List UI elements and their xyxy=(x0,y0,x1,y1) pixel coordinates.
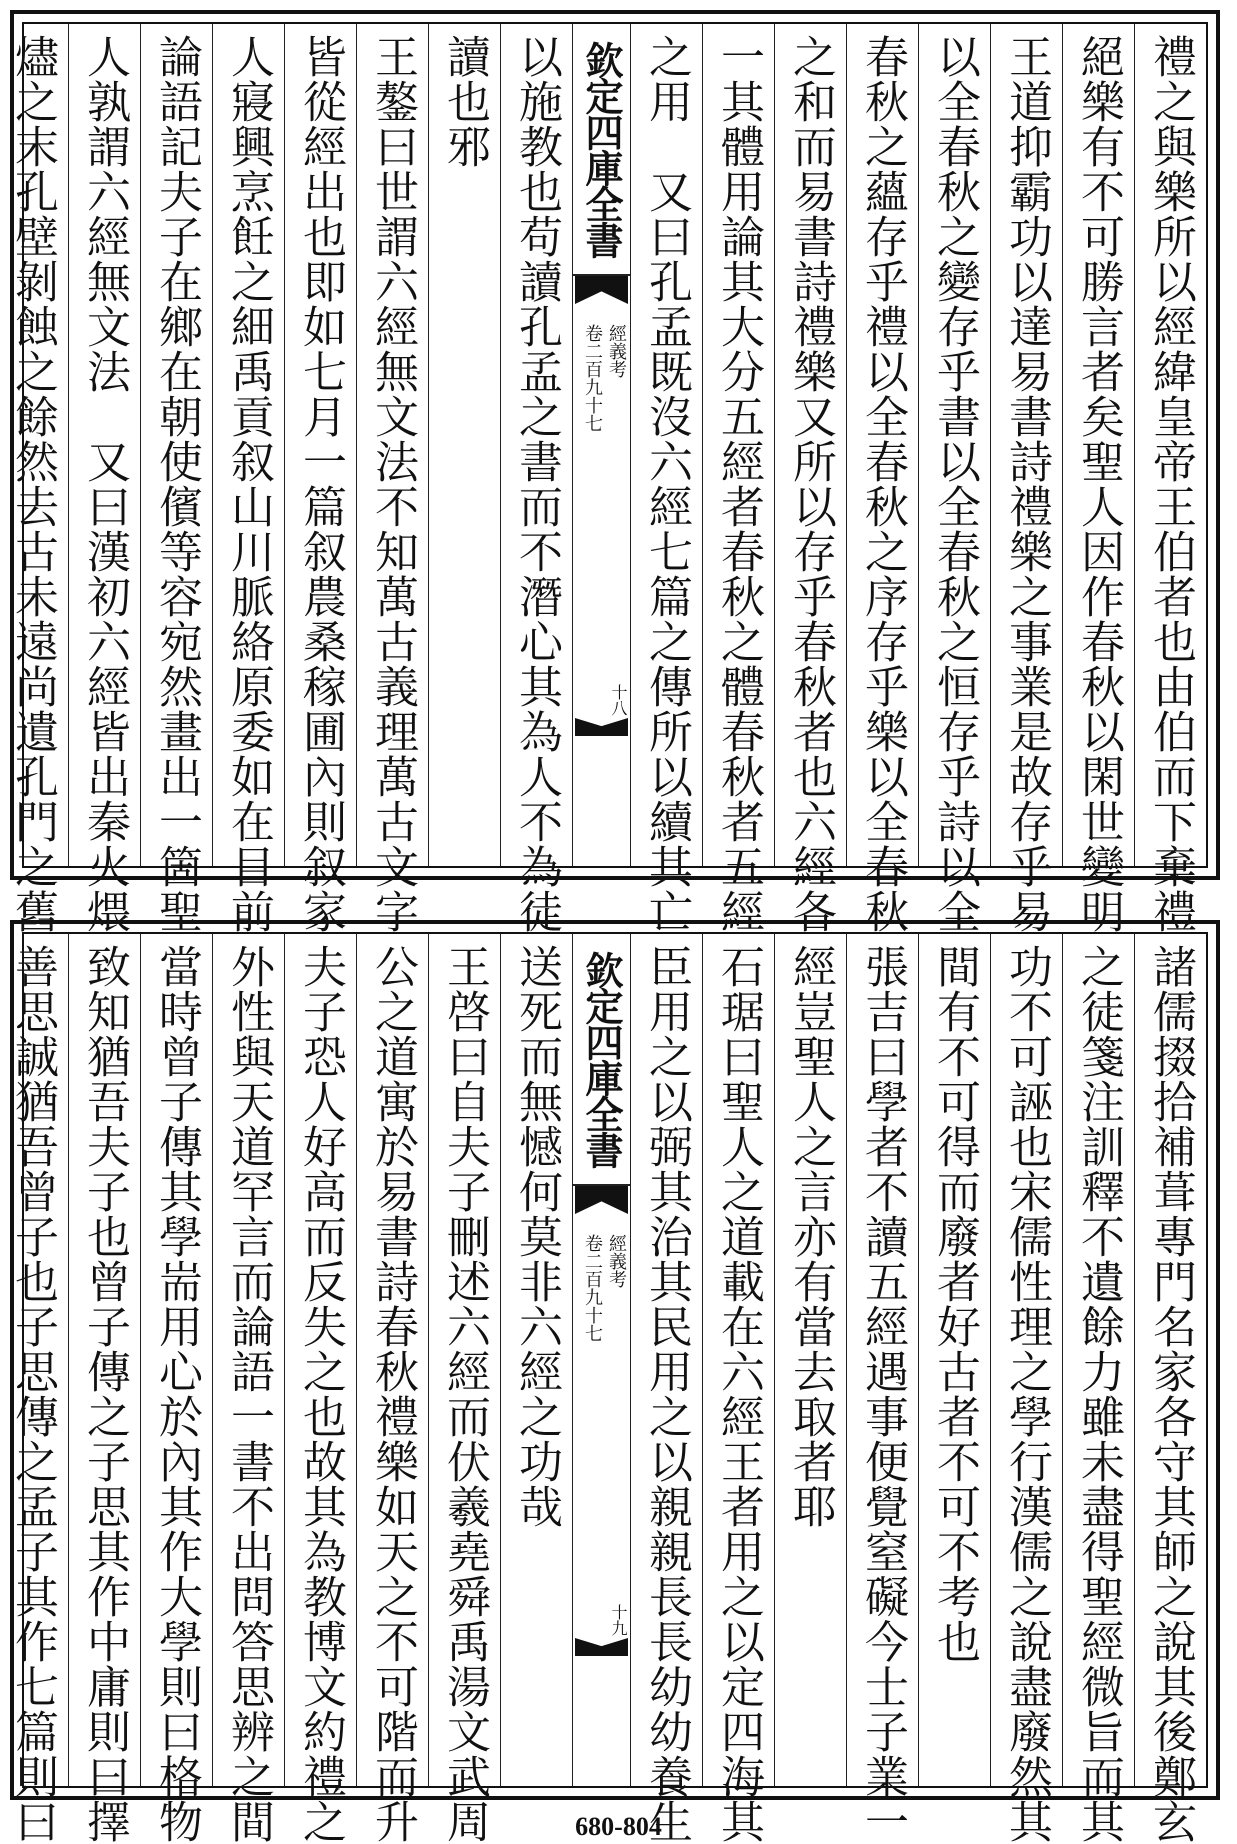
text-column: 王啓曰自夫子刪述六經而伏羲堯舜禹湯文武周 xyxy=(428,934,500,1786)
text-column: 之用 又曰孔孟既沒六經七篇之傳所以續其亡 xyxy=(630,24,702,866)
text-column: 經豈聖人之言亦有當去取者耶 xyxy=(774,934,846,1786)
text-column: 外性與天道罕言而論語一書不出問答思辨之間 xyxy=(212,934,284,1786)
fish-tail-ornament xyxy=(575,1186,628,1214)
text-column: 人孰謂六經無文法 又曰漢初六經皆出秦火煨 xyxy=(68,24,140,866)
fish-tail-ornament xyxy=(575,276,628,304)
text-column: 送死而無憾何莫非六經之功哉 xyxy=(500,934,572,1786)
page-upper xyxy=(7,10,1220,934)
folio-number: 十九 xyxy=(609,1604,628,1636)
text-column: 之徒箋注訓釋不遺餘力雖未盡得聖經微旨而其 xyxy=(1062,934,1134,1786)
text-column: 春秋之蘊存乎禮以全春秋之序存乎樂以全春秋 xyxy=(846,24,918,866)
text-column: 之和而易書詩禮樂又所以存乎春秋者也六經各 xyxy=(774,24,846,866)
text-column: 石琚曰聖人之道載在六經王者用之以定四海其 xyxy=(702,934,774,1786)
text-column: 王鏊曰世謂六經無文法不知萬古義理萬古文字 xyxy=(356,24,428,866)
volume-label: 卷二百九十七 xyxy=(582,1234,603,1342)
text-column: 人寢興烹飪之細禹貢叙山川脈絡原委如在目前 xyxy=(212,24,284,866)
text-column: 以施教也苟讀孔孟之書而不潛心其為人不為徒 xyxy=(500,24,572,866)
text-column: 禮之與樂所以經緯皇帝王伯者也由伯而下棄禮 xyxy=(1134,24,1206,866)
text-column: 夫子恐人好高而反失之也故其為教博文約禮之 xyxy=(284,934,356,1786)
scan-page-code: 680-804 xyxy=(575,1812,662,1841)
fish-tail-bottom-ornament xyxy=(575,718,628,736)
text-column: 公之道寓於易書詩春秋禮樂如天之不可階而升 xyxy=(356,934,428,1786)
text-column: 一其體用論其大分五經者春秋之體春秋者五經 xyxy=(702,24,774,866)
text-column: 致知猶吾夫子也曾子傳之子思其作中庸則曰擇 xyxy=(68,934,140,1786)
banner-title: 欽定四庫全書 xyxy=(573,24,630,276)
text-frame xyxy=(7,22,1208,934)
book-title: 經義考 xyxy=(606,324,627,378)
text-column: 王道抑霸功以達易書詩禮樂之事業是故存乎易 xyxy=(990,24,1062,866)
text-column: 當時曾子傳其學耑用心於內其作大學則曰格物 xyxy=(140,934,212,1786)
text-column: 讀也邪 xyxy=(428,24,500,866)
text-column: 間有不可得而廢者好古者不可不考也 xyxy=(918,934,990,1786)
text-column: 功不可誣也宋儒性理之學行漢儒之說盡廢然其 xyxy=(990,934,1062,1786)
center-banner xyxy=(572,934,630,1786)
text-column: 臣用之以弼其治其民用之以親親長長幼幼養生 xyxy=(630,934,702,1786)
text-column: 張吉曰學者不讀五經遇事便覺窒礙今士子業一 xyxy=(846,934,918,1786)
folio-number: 十八 xyxy=(609,684,628,716)
text-column: 諸儒掇拾補葺專門名家各守其師之說其後鄭玄 xyxy=(1134,934,1206,1786)
text-column: 善思誠猶吾曾子也子思傳之孟子其作七篇則曰 xyxy=(7,944,58,1844)
volume-label: 卷二百九十七 xyxy=(582,324,603,432)
text-column: 燼之末孔壁剝蝕之餘然去古未遠尚遺孔門之舊 xyxy=(7,34,58,934)
text-column: 論語記夫子在鄉在朝使儐等容宛然畫出一箇聖 xyxy=(140,24,212,866)
text-column: 皆從經出也即如七月一篇叙農桑稼圃內則叙家 xyxy=(284,24,356,866)
center-banner xyxy=(572,24,630,866)
text-column: 絕樂有不可勝言者矣聖人因作春秋以閑世變明 xyxy=(1062,24,1134,866)
banner-title: 欽定四庫全書 xyxy=(573,934,630,1186)
text-column: 以全春秋之變存乎書以全春秋之恒存乎詩以全 xyxy=(918,24,990,866)
fish-tail-bottom-ornament xyxy=(575,1638,628,1656)
book-title: 經義考 xyxy=(606,1234,627,1288)
